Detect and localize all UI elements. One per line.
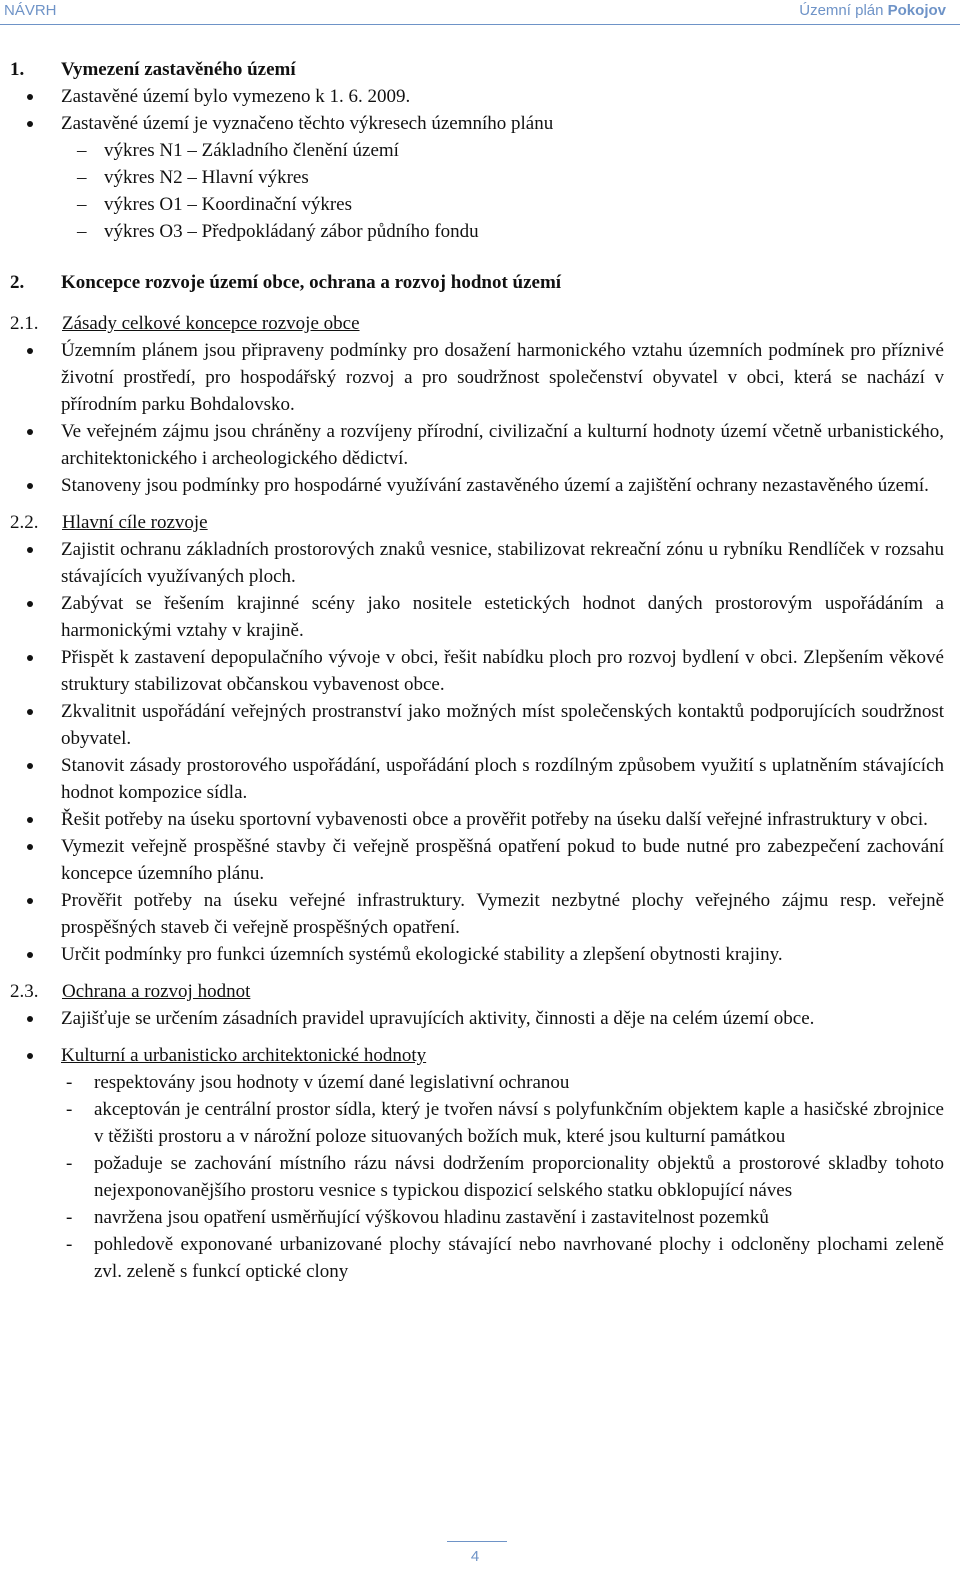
- list-item: Zastavěné území je vyznačeno těchto výkresech územního plánu: [0, 110, 960, 137]
- drawing-item: – výkres O1 – Koordinační výkres: [0, 191, 960, 218]
- list-item: Zkvalitnit uspořádání veřejných prostranství jako možných míst společenských kontaktů podporujících soudržnost obyvatel.: [0, 698, 960, 752]
- list-item: Kulturní a urbanisticko architektonické hodnoty: [0, 1042, 960, 1069]
- subsection-2-2-heading: [0, 509, 960, 536]
- header-doc-title: [799, 2, 946, 19]
- drawing-item: – výkres O3 – Předpokládaný zábor půdního fondu: [0, 218, 960, 245]
- value-item: - respektovány jsou hodnoty v území dané legislativní ochranou: [0, 1069, 960, 1096]
- header-rule: [0, 24, 960, 25]
- section-2-number: 2.: [10, 272, 25, 293]
- header-status: NÁVRH: [4, 2, 57, 19]
- list-item: Stanovit zásady prostorového uspořádání, uspořádání ploch s rozdílným způsobem využití s uplatněním stávajících hodnot kompozice sídla.: [0, 752, 960, 806]
- value-item: - akceptován je centrální prostor sídla, který je tvořen návsí s polyfunkčním objektem kaple a hasičské zbrojnice v těžišti prostoru a v nárožní poloze situovaných božích muk, které jsou kulturní památkou: [0, 1096, 960, 1150]
- subsection-number: 2.1.: [10, 313, 39, 334]
- value-item: - navržena jsou opatření usměrňující výškovou hladinu zastavění i zastavitelnost pozemků: [0, 1204, 960, 1231]
- section-2-title: Koncepce rozvoje území obce, ochrana a rozvoj hodnot území: [61, 272, 562, 293]
- subsection-2-1-heading: [0, 310, 960, 337]
- list-item: Zajišťuje se určením zásadních pravidel upravujících aktivity, činnosti a děje na celém území obce.: [0, 1005, 960, 1032]
- header-doc-prefix: Územní plán: [799, 2, 884, 19]
- subsection-title: Hlavní cíle rozvoje: [62, 512, 208, 533]
- subsection-number: 2.2.: [10, 512, 39, 533]
- value-item: - požaduje se zachování místního rázu návsi dodržením proporcionality objektů a prostorové skladby tohoto nejexponovanějšího prostoru vesnice s typickou dispozicí selského statku obklopující náves: [0, 1150, 960, 1204]
- subsection-title: Ochrana a rozvoj hodnot: [62, 981, 251, 1002]
- list-item: Zabývat se řešením krajinné scény jako nositele estetických hodnot daných prostorovým uspořádáním a harmonickými vztahy v krajině.: [0, 590, 960, 644]
- drawing-item: – výkres N2 – Hlavní výkres: [0, 164, 960, 191]
- list-item: Zajistit ochranu základních prostorových znaků vesnice, stabilizovat rekreační zónu u rybníku Rendlíček v rozsahu stávajících využívaných ploch.: [0, 536, 960, 590]
- subsection-title: Zásady celkové koncepce rozvoje obce: [62, 313, 360, 334]
- subsection-2-3-heading: [0, 978, 960, 1005]
- list-item: Určit podmínky pro funkci územních systémů ekologické stability a zlepšení obytnosti krajiny.: [0, 941, 960, 968]
- list-item: Prověřit potřeby na úseku veřejné infrastruktury. Vymezit nezbytné plochy veřejného zájmu resp. veřejně prospěšných staveb či veřejně prospěšných opatření.: [0, 887, 960, 941]
- drawing-item: – výkres N1 – Základního členění území: [0, 137, 960, 164]
- document-body: [0, 56, 960, 1285]
- list-item: Územním plánem jsou připraveny podmínky pro dosažení harmonického vztahu územních podmínek pro příznivé životní prostředí, pro hospodářský rozvoj a pro soudržnost společenství obyvatel v obci, která se nachází v přírodním parku Bohdalovsko.: [0, 337, 960, 418]
- subsection-number: 2.3.: [10, 981, 39, 1002]
- section-1-heading: [0, 56, 960, 83]
- section-1-number: 1.: [10, 59, 25, 80]
- list-item: Ve veřejném zájmu jsou chráněny a rozvíjeny přírodní, civilizační a kulturní hodnoty území včetně urbanistického, architektonického i archeologického dědictví.: [0, 418, 960, 472]
- section-1-title: Vymezení zastavěného území: [61, 59, 296, 80]
- list-item: Stanoveny jsou podmínky pro hospodárné využívání zastavěného území a zajištění ochrany nezastavěného území.: [0, 472, 960, 499]
- list-item: Přispět k zastavení depopulačního vývoje v obci, řešit nabídku ploch pro rozvoj bydlení v obci. Zlepšením věkové struktury stabilizovat občanskou vybavenost obce.: [0, 644, 960, 698]
- page-header: [0, 0, 960, 24]
- list-item: Zastavěné území bylo vymezeno k 1. 6. 2009.: [0, 83, 960, 110]
- footer-rule: [447, 1541, 507, 1542]
- section-2-heading: [0, 269, 960, 296]
- list-item: Řešit potřeby na úseku sportovní vybavenosti obce a prověřit potřeby na úseku další veřejné infrastruktury v obci.: [0, 806, 960, 833]
- page-number: 4: [470, 1548, 480, 1565]
- value-item: - pohledově exponované urbanizované plochy stávající nebo navrhované plochy i odcloněny plochami zeleně zvl. zeleně s funkcí optické clony: [0, 1231, 960, 1285]
- header-village: Pokojov: [887, 2, 946, 19]
- list-item: Vymezit veřejně prospěšné stavby či veřejně prospěšná opatření pokud to bude nutné pro zabezpečení zachování koncepce územního plánu.: [0, 833, 960, 887]
